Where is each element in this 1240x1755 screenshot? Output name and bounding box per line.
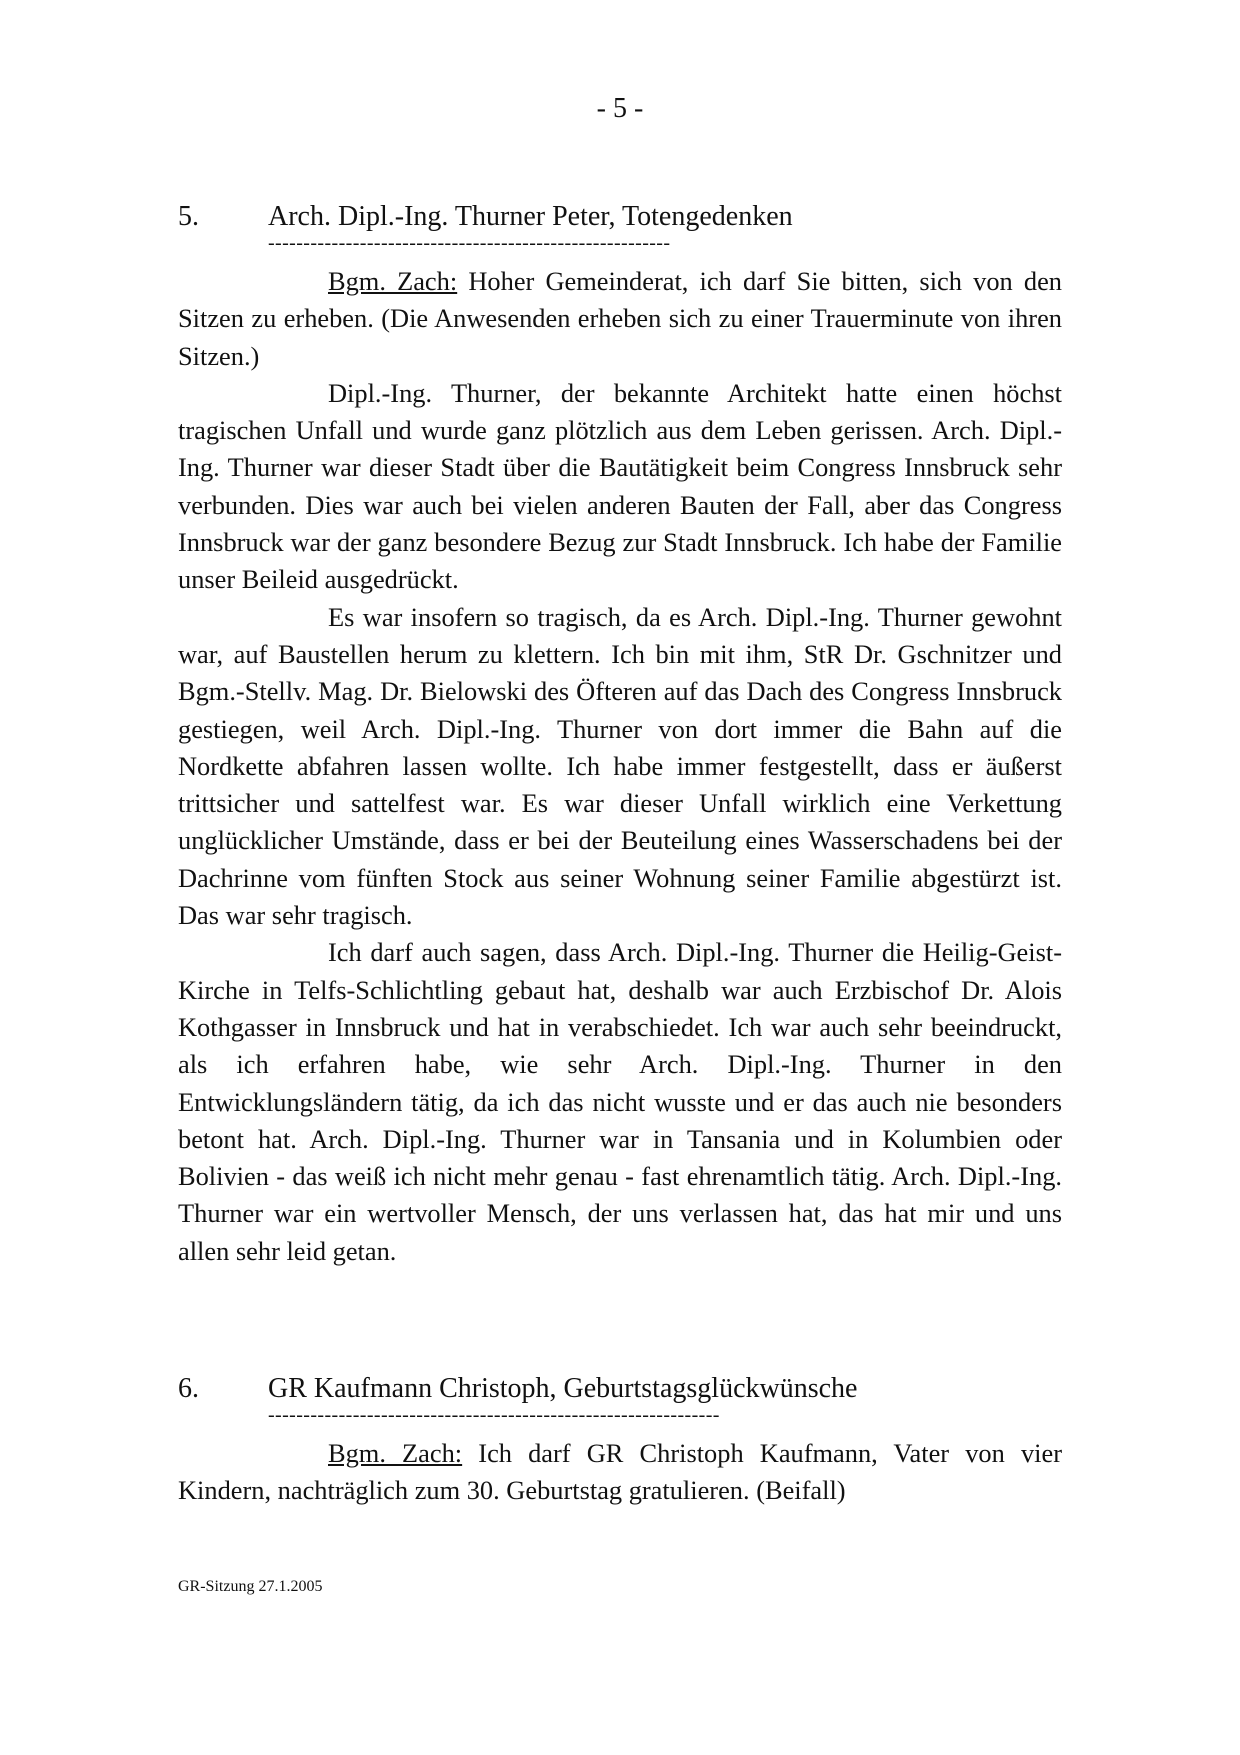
paragraph-text: Hoher Gemeinderat, ich darf Sie bitten, sich von den Sitzen zu erheben. (Die Anwesenden erheben sich zu einer Trauerminute von ihren Sitzen.): [178, 266, 1062, 371]
dashed-rule: ----------------------------------------------------------------: [268, 1409, 720, 1425]
speaker-name: Bgm. Zach:: [328, 266, 458, 296]
paragraph: [178, 599, 1062, 935]
paragraph: [178, 375, 1062, 599]
footer-session-date: GR-Sitzung 27.1.2005: [178, 1578, 323, 1595]
item-number: 6.: [178, 1373, 199, 1404]
item-title: GR Kaufmann Christoph, Geburtstagsglückwünsche: [268, 1373, 858, 1404]
item-body: [178, 1435, 1062, 1510]
item-heading: [178, 201, 1062, 237]
dashed-rule: ---------------------------------------------------------: [268, 237, 671, 253]
paragraph-text: Es war insofern so tragisch, da es Arch. Dipl.-Ing. Thurner gewohnt war, auf Baustellen herum zu klettern. Ich bin mit ihm, StR Dr. Gschnitzer und Bgm.-Stellv. Mag. Dr. Bielowski des Öfteren auf das Dach des Congress Innsbruck gestiegen, weil Arch. Dipl.-Ing. Thurner von dort immer die Bahn auf die Nordkette abfahren lassen wollte. Ich habe immer festgestellt, dass er äußerst trittsicher und sattelfest war. Es war dieser Unfall wirklich eine Verkettung unglücklicher Umstände, dass er bei der Beuteilung eines Wasserschadens bei der Dachrinne vom fünften Stock aus seiner Wohnung seiner Familie abgestürzt ist. Das war sehr tragisch.: [178, 601, 1062, 931]
paragraph-text: Ich darf auch sagen, dass Arch. Dipl.-Ing. Thurner die Heilig-Geist-Kirche in Telfs-Schlichtling gebaut hat, deshalb war auch Erzbischof Dr. Alois Kothgasser in Innsbruck und hat in verabschiedet. Ich war auch sehr beeindruckt, als ich erfahren habe, wie sehr Arch. Dipl.-Ing. Thurner in den Entwicklungsländern tätig, da ich das nicht wusste und er das auch nie besonders betont hat. Arch. Dipl.-Ing. Thurner war in Tansania und in Kolumbien oder Bolivien - das weiß ich nicht mehr genau - fast ehrenamtlich tätig. Arch. Dipl.-Ing. Thurner war ein wertvoller Mensch, der uns verlassen hat, das hat mir und uns allen sehr leid getan.: [178, 937, 1062, 1266]
paragraph: [178, 1435, 1062, 1510]
paragraph: [178, 263, 1062, 375]
paragraph-text: Dipl.-Ing. Thurner, der bekannte Architekt hatte einen höchst tragischen Unfall und wurde ganz plötzlich aus dem Leben gerissen. Arch. Dipl.-Ing. Thurner war dieser Stadt über die Bautätigkeit beim Congress Innsbruck sehr verbunden. Dies war auch bei vielen anderen Bauten der Fall, aber das Congress Innsbruck war der ganz besondere Bezug zur Stadt Innsbruck. Ich habe der Familie unser Beileid ausgedrückt.: [178, 377, 1062, 595]
item-heading: [178, 1373, 1062, 1409]
agenda-item-6: [178, 1373, 1062, 1510]
item-number: 5.: [178, 201, 199, 232]
speaker-name: Bgm. Zach:: [328, 1438, 463, 1468]
item-title: Arch. Dipl.-Ing. Thurner Peter, Totengedenken: [268, 201, 793, 232]
item-body: [178, 263, 1062, 1270]
page-number: - 5 -: [596, 93, 644, 124]
paragraph: [178, 934, 1062, 1270]
paragraph-text: Ich darf GR Christoph Kaufmann, Vater von vier Kindern, nachträglich zum 30. Geburtstag gratulieren. (Beifall): [178, 1438, 1062, 1506]
agenda-item-5: [178, 201, 1062, 1270]
